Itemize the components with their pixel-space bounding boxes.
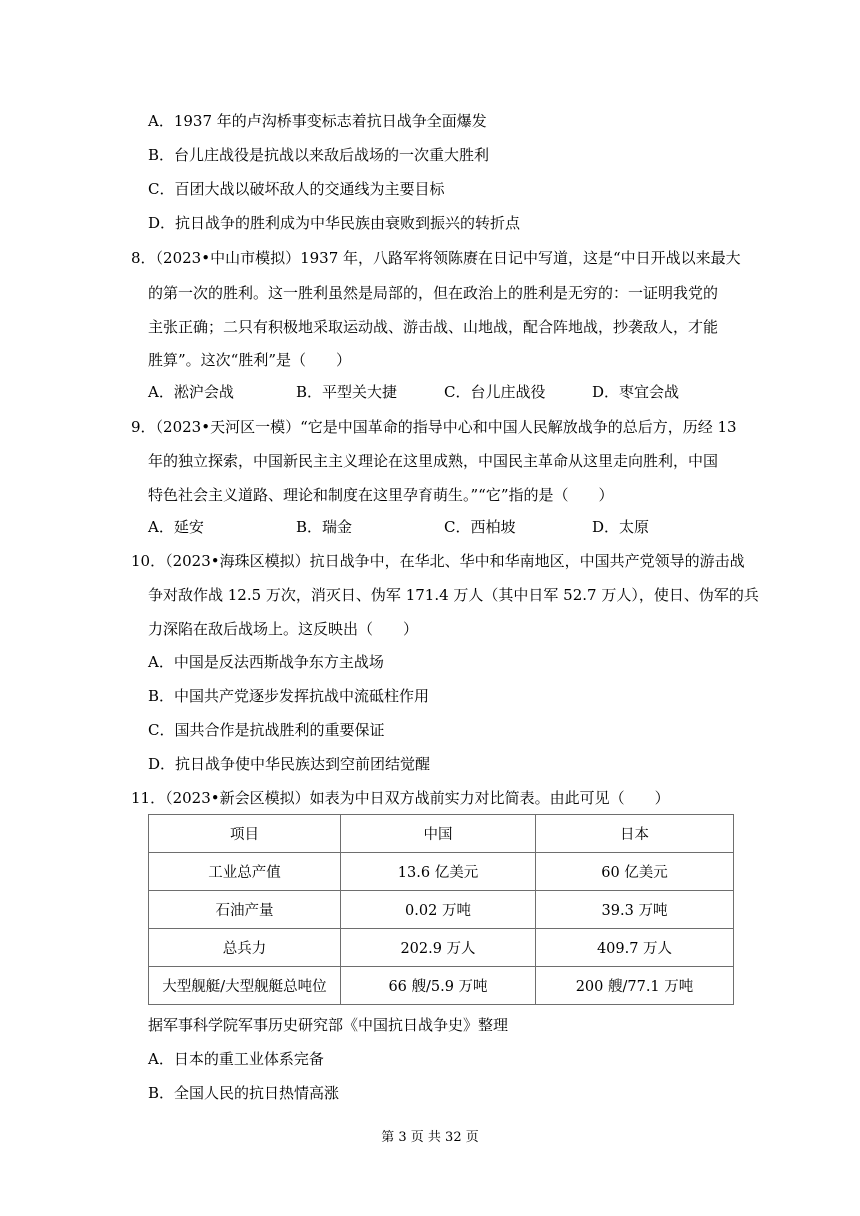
q10-stem-line-3: 力深陷在敌后战场上。这反映出（ ） bbox=[148, 620, 419, 638]
table-header-row bbox=[149, 815, 734, 853]
q11-table-source: 据军事科学院军事历史研究部《中国抗日战争史》整理 bbox=[148, 1016, 509, 1034]
prev-option-c: C．百团大战以破坏敌人的交通线为主要目标 bbox=[148, 180, 445, 198]
table-cell: 石油产量 bbox=[149, 891, 341, 929]
q9-option-a: A．延安 bbox=[148, 518, 204, 536]
table-cell: 60 亿美元 bbox=[536, 853, 734, 891]
q8-stem-line-3: 主张正确；二只有积极地采取运动战、游击战、山地战，配合阵地战，抄袭敌人，才能 bbox=[148, 318, 719, 336]
q11-option-b: B．全国人民的抗日热情高涨 bbox=[148, 1084, 340, 1102]
table-cell: 工业总产值 bbox=[149, 853, 341, 891]
table-cell: 202.9 万人 bbox=[341, 929, 536, 967]
q8-option-c: C．台儿庄战役 bbox=[444, 383, 546, 401]
table-header-cell: 日本 bbox=[536, 815, 734, 853]
q10-stem-line-1: 10．（2023•海珠区模拟）抗日战争中，在华北、华中和华南地区，中国共产党领导的游击战 bbox=[131, 552, 745, 570]
table-cell: 200 艘/77.1 万吨 bbox=[536, 967, 734, 1005]
strength-comparison-table bbox=[148, 814, 734, 1005]
q9-stem-line-2: 年的独立探索，中国新民主主义理论在这里成熟，中国民主革命从这里走向胜利，中国 bbox=[148, 452, 719, 470]
table-cell: 409.7 万人 bbox=[536, 929, 734, 967]
q10-option-a: A．中国是反法西斯战争东方主战场 bbox=[148, 653, 384, 671]
q8-stem-line-2: 的第一次的胜利。这一胜利虽然是局部的，但在政治上的胜利是无穷的：一证明我党的 bbox=[148, 284, 719, 302]
q10-option-b: B．中国共产党逐步发挥抗战中流砥柱作用 bbox=[148, 687, 430, 705]
q8-option-b: B．平型关大捷 bbox=[296, 383, 398, 401]
table-cell: 66 艘/5.9 万吨 bbox=[341, 967, 536, 1005]
prev-option-b: B．台儿庄战役是抗战以来敌后战场的一次重大胜利 bbox=[148, 146, 490, 164]
prev-option-d: D．抗日战争的胜利成为中华民族由衰败到振兴的转折点 bbox=[148, 214, 521, 232]
q9-option-b: B．瑞金 bbox=[296, 518, 353, 536]
table-row bbox=[149, 967, 734, 1005]
q8-stem-line-4: 胜算”。这次“胜利”是（ ） bbox=[148, 351, 352, 369]
q8-option-d: D．枣宜会战 bbox=[592, 383, 680, 401]
table-cell: 总兵力 bbox=[149, 929, 341, 967]
q9-stem-line-3: 特色社会主义道路、理论和制度在这里孕育萌生。”“它”指的是（ ） bbox=[148, 486, 614, 504]
table-row bbox=[149, 891, 734, 929]
table-cell: 39.3 万吨 bbox=[536, 891, 734, 929]
prev-option-a: A．1937 年的卢沟桥事变标志着抗日战争全面爆发 bbox=[148, 112, 487, 130]
table-cell: 0.02 万吨 bbox=[341, 891, 536, 929]
q9-option-d: D．太原 bbox=[592, 518, 650, 536]
q9-option-c: C．西柏坡 bbox=[444, 518, 516, 536]
table-row bbox=[149, 853, 734, 891]
table-header-cell: 中国 bbox=[341, 815, 536, 853]
q10-stem-line-2: 争对敌作战 12.5 万次，消灭日、伪军 171.4 万人（其中日军 52.7 万人），使日、伪军的兵 bbox=[148, 586, 759, 604]
page-footer: 第 3 页 共 32 页 bbox=[381, 1130, 479, 1145]
q8-stem-line-1: 8．（2023•中山市模拟）1937 年，八路军将领陈赓在日记中写道，这是“中日开战以来最大 bbox=[131, 249, 741, 267]
table-row bbox=[149, 929, 734, 967]
q11-option-a: A．日本的重工业体系完备 bbox=[148, 1050, 324, 1068]
table-header-cell: 项目 bbox=[149, 815, 341, 853]
q10-option-c: C．国共合作是抗战胜利的重要保证 bbox=[148, 721, 385, 739]
q9-stem-line-1: 9．（2023•天河区一模）“它是中国革命的指导中心和中国人民解放战争的总后方，历经 13 bbox=[131, 418, 737, 436]
table-cell: 大型舰艇/大型舰艇总吨位 bbox=[149, 967, 341, 1005]
q8-option-a: A．淞沪会战 bbox=[148, 383, 234, 401]
table-cell: 13.6 亿美元 bbox=[341, 853, 536, 891]
q11-stem: 11．（2023•新会区模拟）如表为中日双方战前实力对比简表。由此可见（ ） bbox=[131, 789, 670, 807]
q10-option-d: D．抗日战争使中华民族达到空前团结觉醒 bbox=[148, 755, 431, 773]
